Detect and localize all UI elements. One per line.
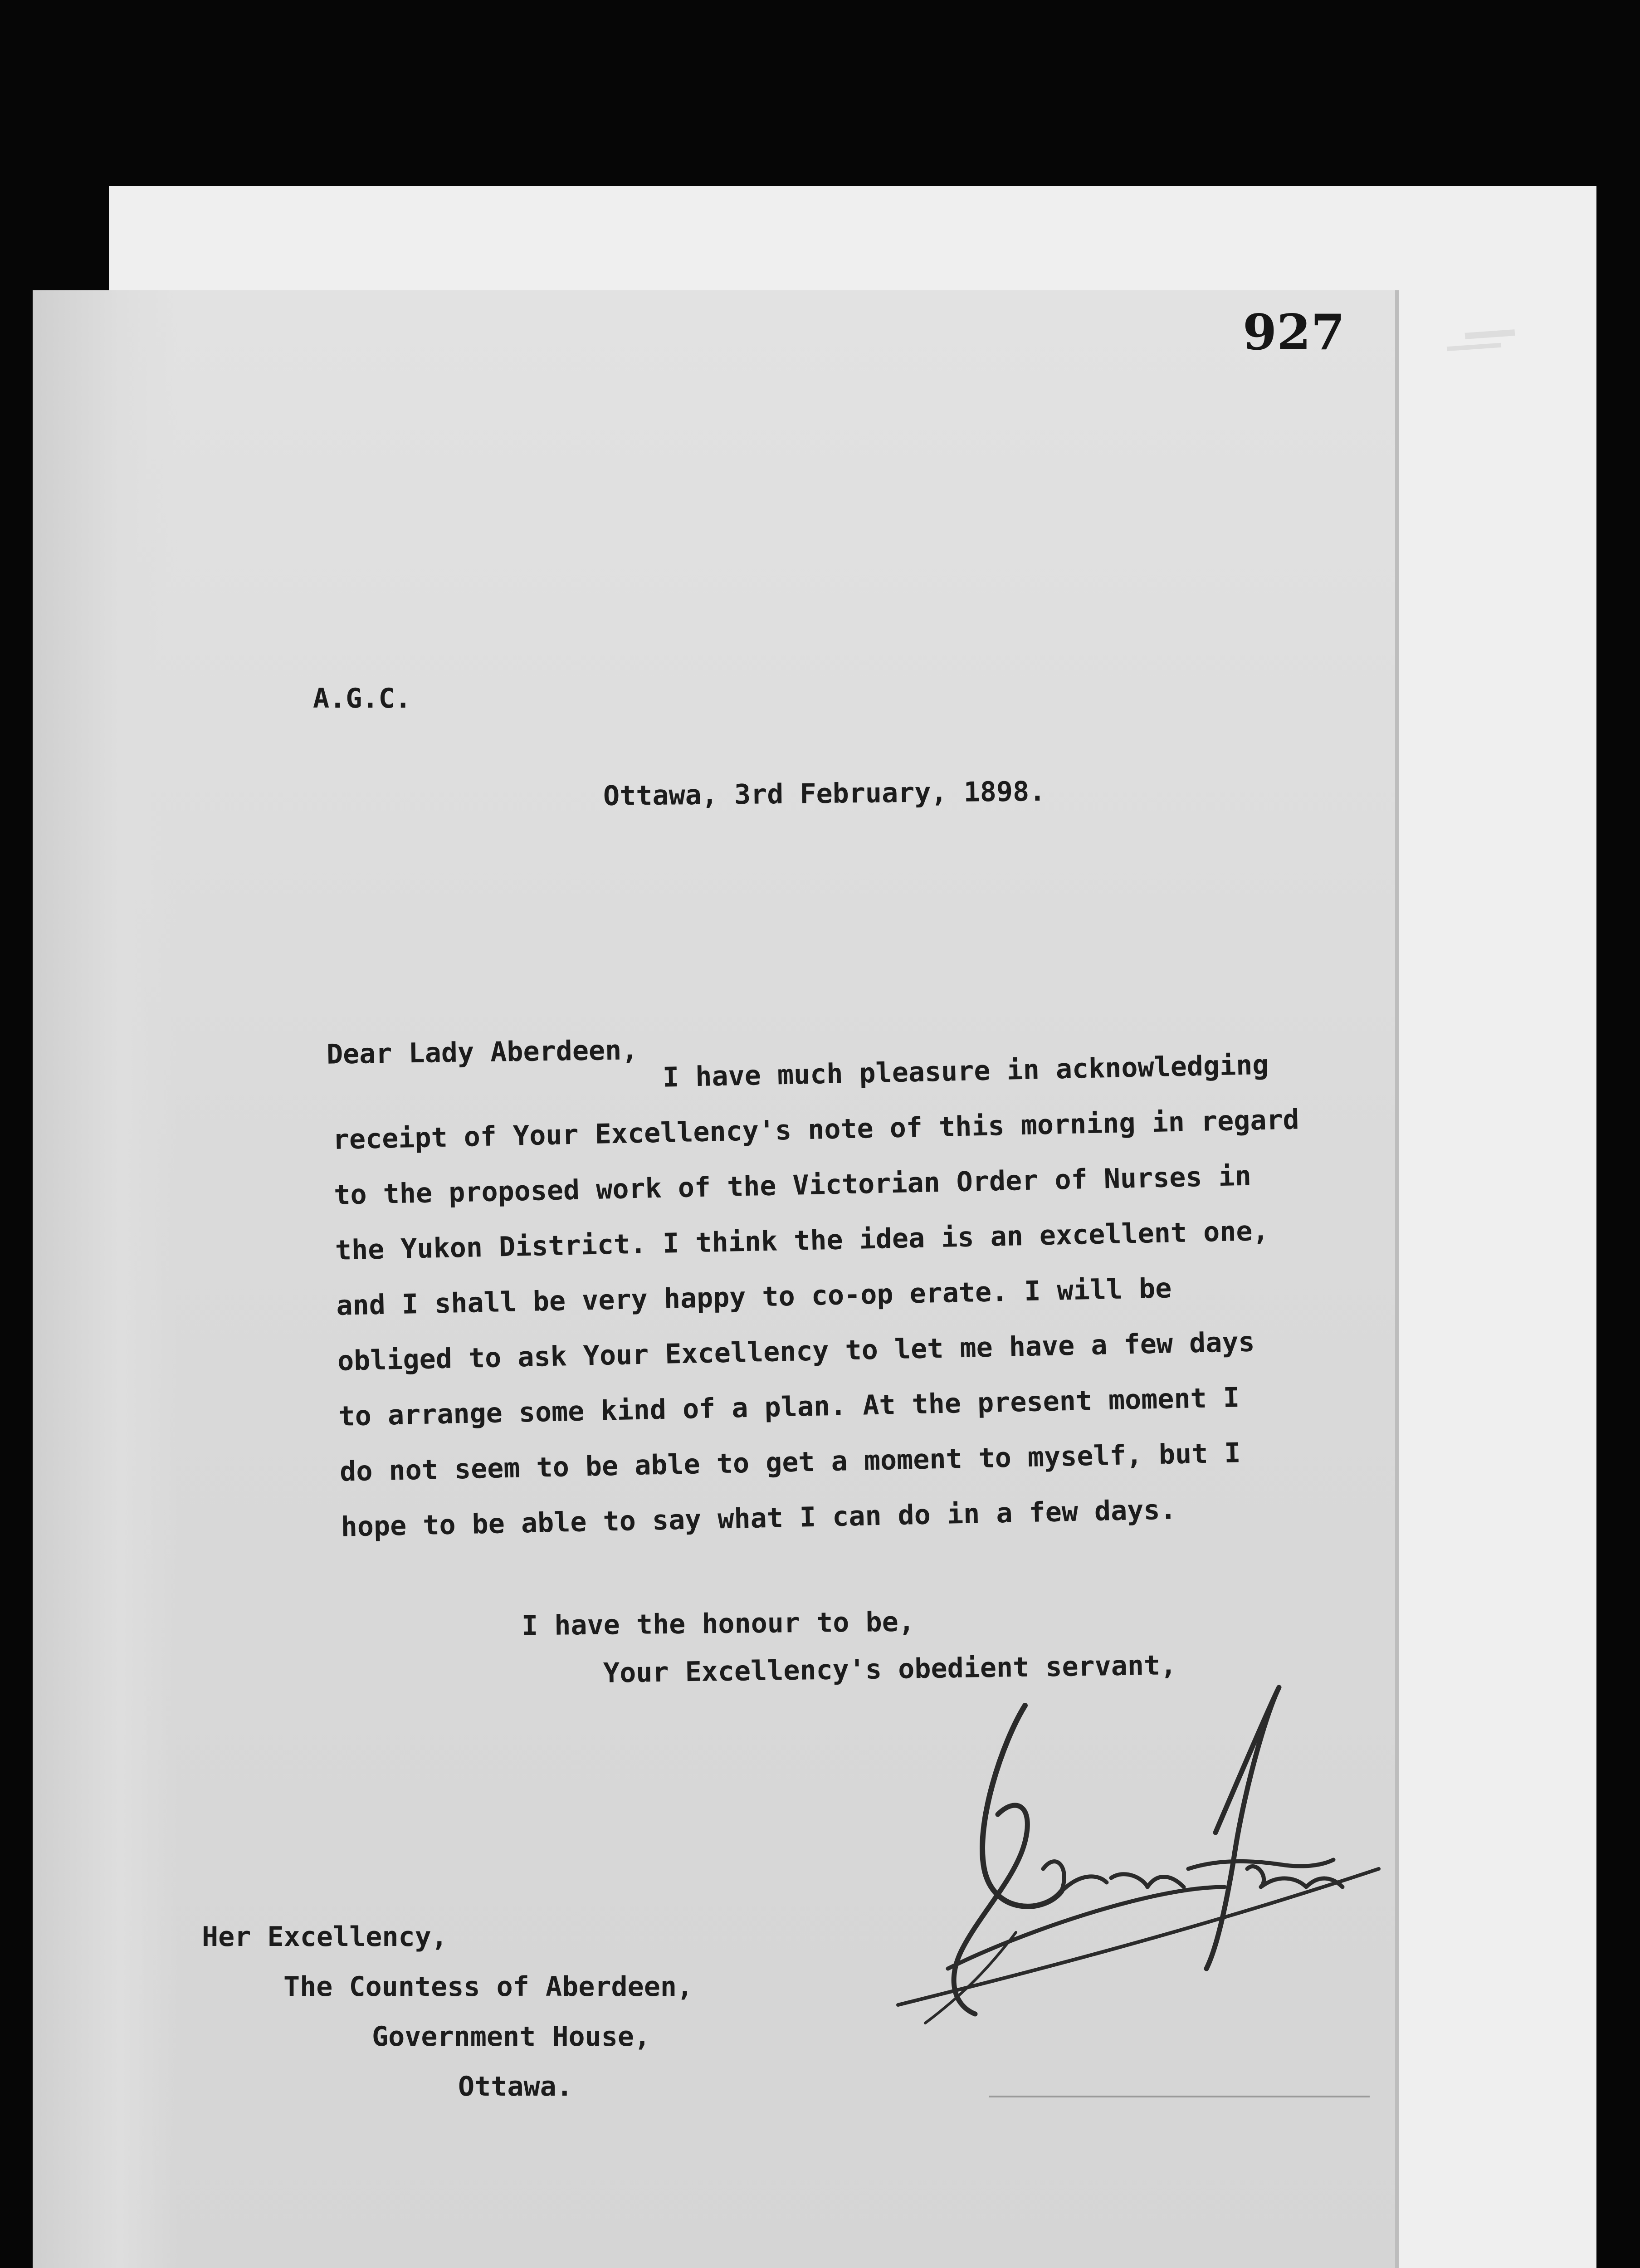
signature-rule [989,2096,1370,2097]
address-line: The Countess of Aberdeen, [283,1971,693,2003]
body-line: and I shall be very happy to co-op erate. I will be [336,1272,1172,1322]
page-number: 927 [1243,304,1345,361]
body-line: do not seem to be able to get a moment to myself, but I [339,1437,1241,1488]
body-line: the Yukon District. I think the idea is an excellent one, [335,1215,1269,1266]
page-shadow [33,290,178,2268]
body-line: to the proposed work of the Victorian Order of Nurses in [333,1160,1252,1211]
address-line: Her Excellency, [202,1921,448,1953]
body-line: obliged to ask Your Excellency to let me have a few days [337,1326,1255,1377]
dateline: Ottawa, 3rd February, 1898. [603,775,1046,812]
body-line: receipt of Your Excellency's note of this morning in regard [332,1104,1300,1156]
salutation: Dear Lady Aberdeen, [326,1034,638,1070]
body-line: I have much pleasure in acknowledging [662,1049,1269,1094]
closing-line: I have the honour to be, [521,1606,915,1642]
signature [871,1678,1415,2050]
body-line: hope to be able to say what I can do in a few days. [340,1494,1177,1543]
letter-body [331,1036,1308,1554]
closing-servant: Your Excellency's obedient servant, [603,1649,1177,1689]
address-line: Government House, [372,2021,651,2053]
reference-code: A.G.C. [313,683,411,714]
address-line: Ottawa. [458,2071,573,2102]
body-line: to arrange some kind of a plan. At the present moment I [338,1382,1240,1432]
